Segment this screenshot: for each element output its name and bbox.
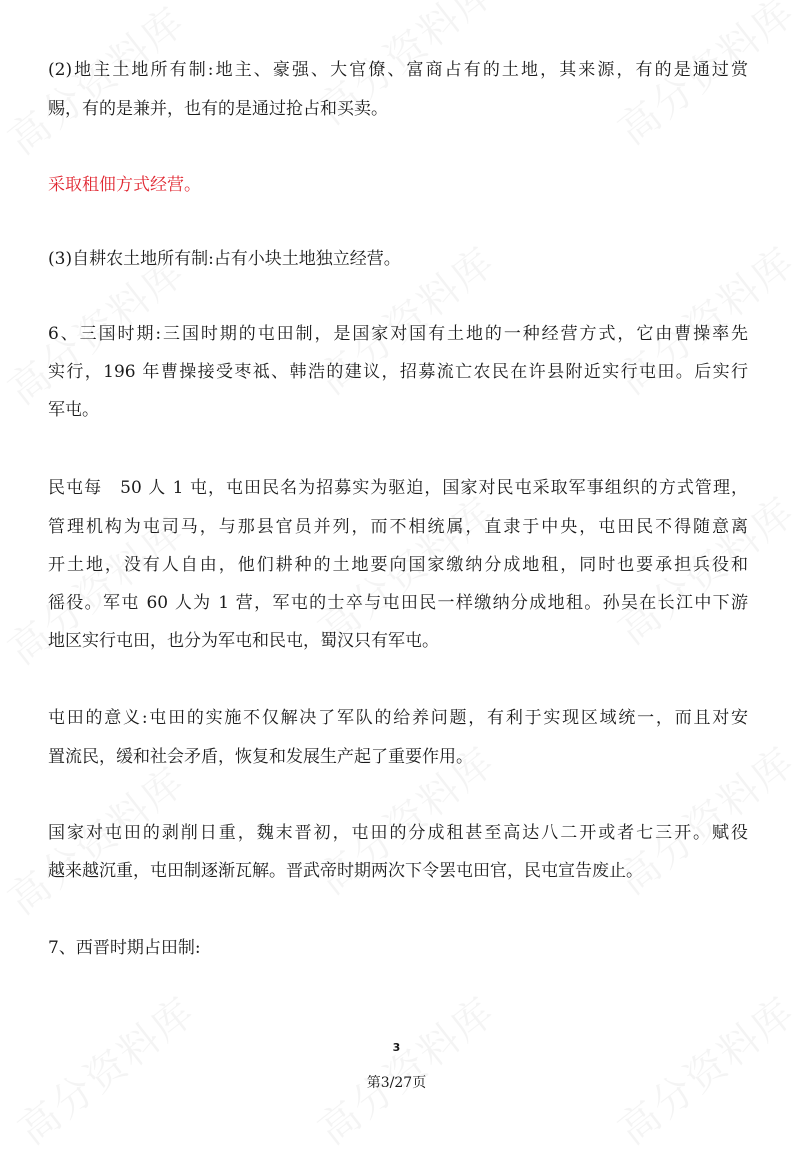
- text-line: (2)地主土地所有制:地主、豪强、大官僚、富商占有的土地，其来源，有的是通过赏: [48, 60, 748, 80]
- text-line: 实行，196 年曹操接受枣祗、韩浩的建议，招募流亡农民在许县附近实行屯田。后实行: [48, 362, 748, 382]
- text-line: 国家对屯田的剥削日重，魏末晋初，屯田的分成租甚至高达八二开或者七三开。赋役: [48, 823, 748, 843]
- text-line: 赐，有的是兼并，也有的是通过抢占和买卖。: [48, 99, 388, 119]
- text-line: 屯田的意义:屯田的实施不仅解决了军队的给养问题，有利于实现区域统一，而且对安: [48, 708, 748, 728]
- text-line: 6、三国时期:三国时期的屯田制，是国家对国有土地的一种经营方式，它由曹操率先: [48, 324, 748, 344]
- text-line: 徭役。军屯 60 人为 1 营，军屯的士卒与屯田民一样缴纳分成地租。孙吴在长江中下游: [48, 593, 748, 613]
- watermark: [5, 981, 206, 1155]
- text-line: 开土地，没有人自由，他们耕种的土地要向国家缴纳分成地租，同时也要承担兵役和: [48, 555, 748, 575]
- text-line: 7、西晋时期占田制:: [48, 938, 201, 958]
- text-line: 军屯。: [48, 400, 99, 420]
- page-number: 3: [392, 1041, 401, 1054]
- text-line: (3)自耕农土地所有制:占有小块土地独立经营。: [48, 249, 401, 269]
- text-line: 越来越沉重，屯田制逐渐瓦解。晋武帝时期两次下令罢屯田官，民屯宣告废止。: [48, 861, 643, 881]
- highlighted-text-line: 采取租佃方式经营。: [48, 175, 201, 195]
- text-line: 地区实行屯田，也分为军屯和民屯，蜀汉只有军屯。: [48, 631, 439, 651]
- text-line: 管理机构为屯司马，与那县官员并列，而不相统属，直隶于中央，屯田民不得随意离: [48, 517, 748, 537]
- watermark: [0, 0, 195, 166]
- watermark: [305, 981, 506, 1155]
- text-line: 民屯每 50 人 1 屯，屯田民名为招募实为驱迫，国家对民屯采取军事组织的方式管理，: [48, 478, 748, 498]
- page-indicator: 第3/27页: [366, 1075, 427, 1091]
- watermark: [605, 981, 793, 1155]
- text-line: 置流民，缓和社会矛盾，恢复和发展生产起了重要作用。: [48, 747, 473, 767]
